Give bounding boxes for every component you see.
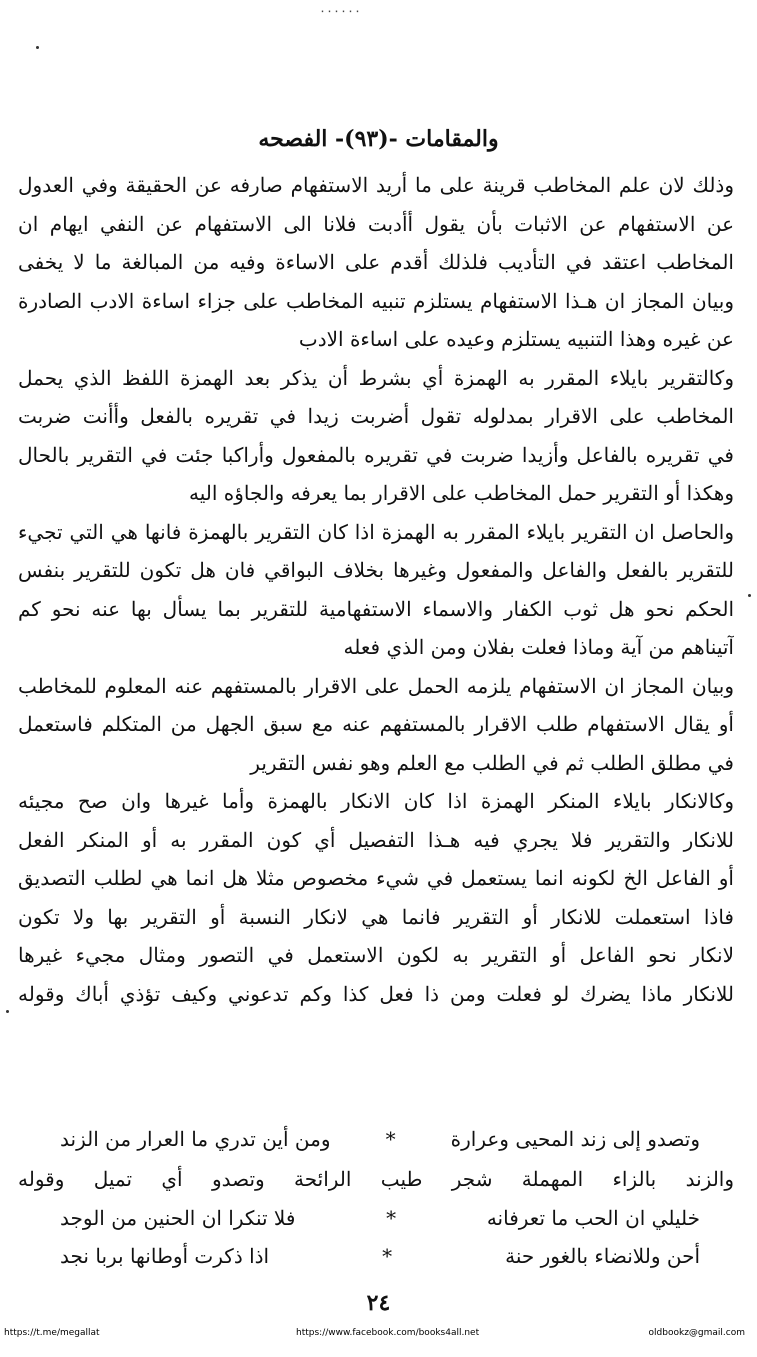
poetry-verse [60, 1121, 700, 1157]
text-line: آتيناهم من آية وماذا فعلت بفلان ومن الذي فعله [343, 635, 734, 659]
footer-email[interactable]: oldbookz@gmail.com [648, 1328, 745, 1338]
text-line: وبيان المجاز ان هـذا الاستفهام يستلزم تنبيه المخاطب على جزاء اساءة الادب الصادرة [18, 288, 734, 313]
text-line: للانكار ماذا يضرك لو فعلت ومن ذا فعل كذا وكم تدعوني وكيف تؤذي أباك وقوله [18, 981, 734, 1006]
text-line: للانكار والتقرير فلا يجري فيه هـذا التفصيل أي كون المقرر به أو المنكر الفعل [18, 827, 734, 852]
text-line: وكالتقرير بايلاء المقرر به الهمزة أي بشرط أن يذكر بعد الهمزة اللفظ الذي يحمل [18, 365, 734, 390]
poetry-verse [60, 1200, 700, 1236]
footer-link-facebook[interactable]: https://www.facebook.com/books4all.net [296, 1328, 480, 1338]
verse-separator: * [386, 1206, 397, 1230]
text-line: فاذا استعملت للانكار أو التقرير فانما هي لانكار النسبة أو التقرير بها ولا تكون [18, 904, 734, 929]
text-line: عن الاستفهام عن الاثبات بأن يقول أأدبت فلانا الى الاستفهام عن النفي ايهام ان [18, 211, 734, 236]
text-line: في مطلق الطلب ثم في الطلب مع العلم وهو نفس التقرير [250, 750, 734, 775]
page-header: والمقامات -(٩٣)- الفصحه [258, 126, 499, 152]
text-line: المخاطب اعتقد في التأديب فلذلك أقدم على الاساءة وفيه من المبالغة ما لا يخفى [18, 250, 734, 274]
verse-second-hemistich: اذا ذكرت أوطانها بربا نجد [60, 1244, 270, 1268]
text-line: أو يقال الاستفهام طلب الاقرار بالمستفهم عنه مع سبق الجهل من المتكلم فاستعمل [18, 712, 734, 736]
text-line: في تقريره بالفاعل وأزيدا ضربت في تقريره بالمفعول وأراكبا جئت في التقرير بالحال [18, 442, 734, 467]
footer-watermark [0, 1326, 757, 1346]
scan-speck [36, 46, 39, 49]
top-ornament: ٠٠٠٠٠٠ [319, 4, 361, 19]
verse-separator: * [385, 1127, 396, 1151]
text-line: أو الفاعل الخ لكونه انما يستعمل في شيء مخصوص مثلا هل انما هي لطلب التصديق [18, 866, 734, 890]
text-line: والحاصل ان التقرير بايلاء المقرر به الهمزة اذا كان التقرير بالهمزة فانها هي التي تجيء [18, 519, 734, 544]
text-line: الحكم نحو هل ثوب الكفار والاسماء الاستفهامية للتقرير بما يسأل بها عنه نحو كم [18, 596, 734, 621]
page-number: ٢٤ [366, 1290, 391, 1316]
text-line: لانكار نحو الفاعل أو التقرير به لكون الاستعمل في التصور ومثال مجيء غيرها [18, 943, 734, 967]
verse-first-hemistich: وتصدو إلى زند المحيى وعرارة [450, 1127, 700, 1151]
footer-link-telegram[interactable]: https://t.me/megallat [4, 1328, 100, 1338]
body-text [18, 166, 734, 1013]
text-line: والزند بالزاء المهملة شجر طيب الرائحة وتصدو أي تميل وقوله [18, 1167, 734, 1191]
text-line: وكالانكار بايلاء المنكر الهمزة اذا كان الانكار بالهمزة وأما غيرها وان صح مجيئه [18, 789, 734, 813]
verse-first-hemistich: أحن وللانضاء بالغور حنة [505, 1244, 700, 1268]
verse-first-hemistich: خليلي ان الحب ما تعرفانه [486, 1206, 700, 1230]
verse-separator: * [382, 1244, 393, 1268]
scan-speck [748, 594, 751, 597]
verse-second-hemistich: ومن أين تدري ما العرار من الزند [60, 1127, 331, 1151]
text-line: المخاطب على الاقرار بمدلوله تقول أضربت زيدا في تقريره بالفعل وأأنت ضربت [18, 404, 734, 428]
text-line: عن غيره وهذا التنبيه يستلزم وعيده على اساءة الادب [298, 327, 734, 351]
text-line: وبيان المجاز ان الاستفهام يلزمه الحمل على الاقرار بالمستفهم عنه المعلوم للمخاطب [18, 673, 734, 698]
text-line: وذلك لان علم المخاطب قرينة على ما أريد الاستفهام صارفه عن الحقيقة وفي العدول [18, 173, 734, 197]
text-line: وهكذا أو التقرير حمل المخاطب على الاقرار بما يعرفه والجاؤه اليه [189, 481, 734, 505]
verse-second-hemistich: فلا تنكرا ان الحنين من الوجد [60, 1206, 296, 1230]
text-line: للتقرير بالفعل والفاعل والمفعول وغيرها بخلاف البواقي فان هل تكون للتقرير بنفس [18, 558, 734, 582]
poetry-verse [60, 1238, 700, 1274]
scan-speck [6, 1010, 9, 1013]
